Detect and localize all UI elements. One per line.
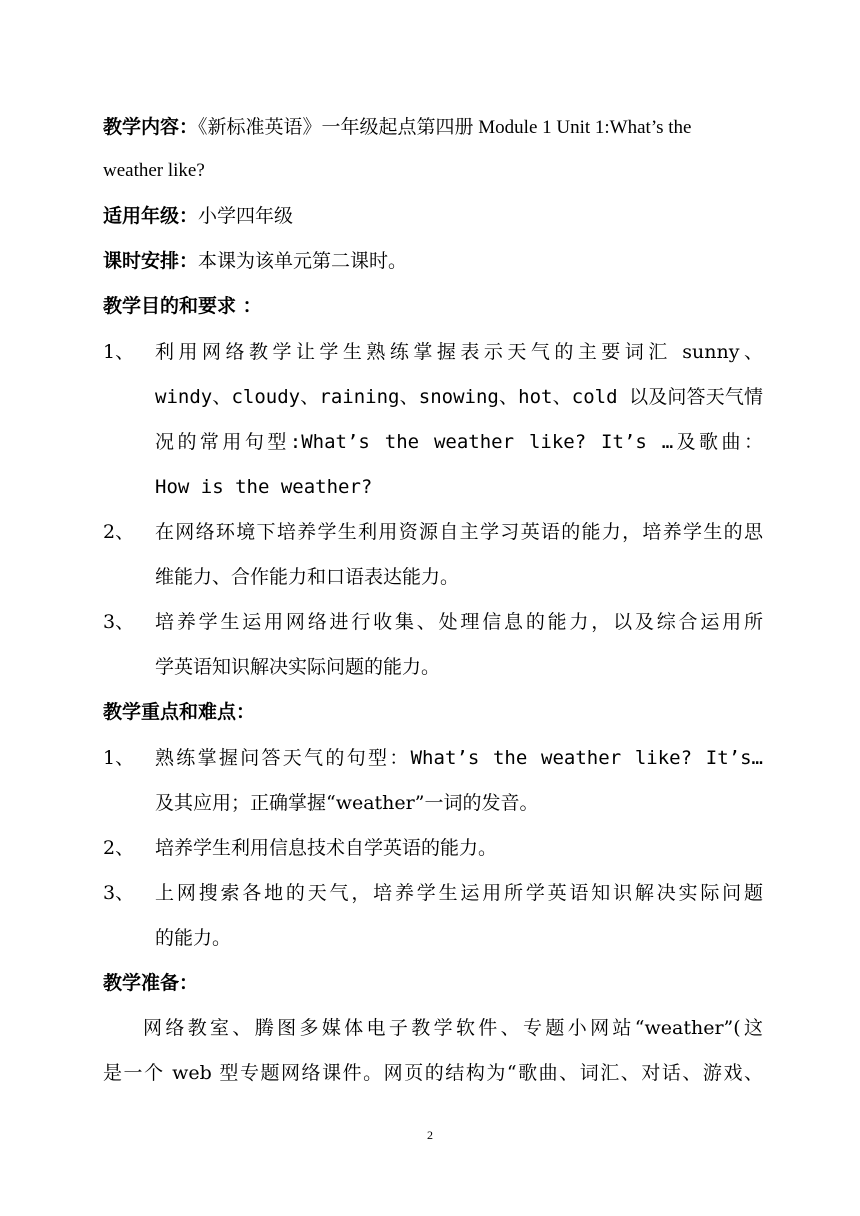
objective-2-line-1: 在网络环境下培养学生利用资源自主学习英语的能力，培养学生的思 <box>155 521 763 543</box>
content-line-1 <box>103 114 763 141</box>
objective-1-line-3: 况的常用句型:What’s the weather like? It’s …及歌曲： <box>155 431 763 453</box>
objective-2-number: 2、 <box>103 521 135 543</box>
keypoint-3-line-2: 的能力。 <box>155 927 232 949</box>
keypoint-1-line-1: 熟练掌握问答天气的句型：What’s the weather like? It’s… <box>155 747 763 769</box>
schedule-value: 本课为该单元第二课时。 <box>198 250 408 272</box>
keypoint-1-line-2: 及其应用；正确掌握“weather”一词的发音。 <box>155 792 539 814</box>
content-label: 教学内容： <box>103 116 199 138</box>
objective-2-line-2: 维能力、合作能力和口语表达能力。 <box>155 566 460 588</box>
preparation-line-1: 网络教室、腾图多媒体电子教学软件、专题小网站“weather”(这 <box>143 1017 763 1039</box>
content-text-2: weather like? <box>103 160 205 181</box>
keypoint-3-line-1: 上网搜索各地的天气，培养学生运用所学英语知识解决实际问题 <box>155 882 763 904</box>
grade-value: 小学四年级 <box>198 205 294 227</box>
keypoint-3-number: 3、 <box>103 882 135 904</box>
keypoint-2-number: 2、 <box>103 837 135 859</box>
objective-1-line-2: windy、cloudy、raining、snowing、hot、cold 以及问答天气情 <box>155 386 763 408</box>
keypoints-heading: 教学重点和难点： <box>103 701 256 723</box>
page-number: 2 <box>427 1128 433 1142</box>
grade-line <box>103 203 763 229</box>
schedule-label: 课时安排： <box>103 250 199 272</box>
objective-1-line-1: 利用网络教学让学生熟练掌握表示天气的主要词汇 sunny、 <box>155 341 763 363</box>
objective-3-line-2: 学英语知识解决实际问题的能力。 <box>155 656 441 678</box>
preparation-line-2: 是一个 web 型专题网络课件。网页的结构为“歌曲、词汇、对话、游戏、 <box>103 1062 763 1084</box>
objectives-heading: 教学目的和要求 ： <box>103 295 262 317</box>
keypoint-1-number: 1、 <box>103 747 135 769</box>
objective-3-line-1: 培养学生运用网络进行收集、处理信息的能力，以及综合运用所 <box>155 611 763 633</box>
keypoint-2-line-1: 培养学生利用信息技术自学英语的能力。 <box>155 837 498 859</box>
objective-1-line-4: How is the weather? <box>155 476 373 498</box>
grade-label: 适用年级： <box>103 205 199 227</box>
objective-1-number: 1、 <box>103 341 135 363</box>
content-text-1: 《新标准英语》一年级起点第四册 Module 1 Unit 1:What’s the <box>198 117 692 138</box>
schedule-line <box>103 248 763 274</box>
preparation-heading: 教学准备： <box>103 972 199 994</box>
objective-3-number: 3、 <box>103 611 135 633</box>
